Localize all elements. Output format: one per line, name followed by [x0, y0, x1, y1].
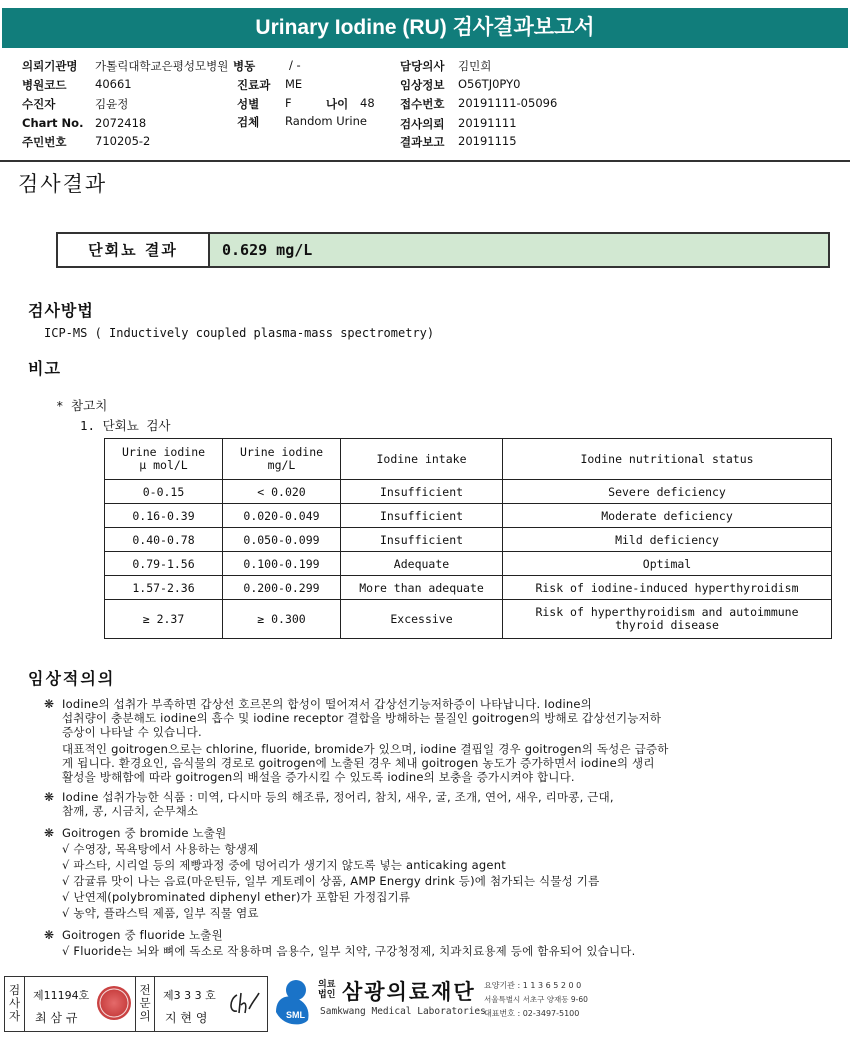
specialist-vertical-label: 전 문 의	[135, 977, 155, 1031]
receipt-value: 20191111-05096	[458, 96, 558, 110]
table-cell: ≥ 2.37	[105, 600, 223, 639]
org-name: 삼광의료재단	[342, 980, 476, 1004]
col-header-mgl: Urine iodine mg/L	[223, 439, 341, 480]
col-header-intake: Iodine intake	[341, 439, 503, 480]
clinical-p1-line1: Iodine의 섭취가 부족하면 갑상선 호르몬의 합성이 떨어져서 갑상선기능저하증이 나타납니다. Iodine의	[62, 697, 592, 711]
table-cell: 0.40-0.78	[105, 528, 223, 552]
report-value: 20191115	[458, 134, 517, 148]
table-cell: 0.100-0.199	[223, 552, 341, 576]
remarks-heading: 비고	[28, 359, 61, 378]
seal-stamp-icon	[97, 986, 131, 1020]
clinical-p3-line2: 참깨, 콩, 시금치, 순무채소	[62, 804, 199, 818]
inst-label: 의뢰기관명	[22, 59, 78, 73]
age-value: 48	[360, 96, 375, 110]
patient-value: 김윤정	[95, 97, 129, 111]
col-header-umol: Urine iodine μ mol/L	[105, 439, 223, 480]
sex-label: 성별	[237, 97, 260, 111]
org-english-name: Samkwang Medical Laboratories	[320, 1006, 486, 1017]
table-row	[105, 480, 832, 504]
specialist-license: 제3 3 3 호	[163, 989, 216, 1002]
method-text: ICP-MS ( Inductively coupled plasma-mass spectrometry)	[44, 326, 435, 340]
bromide-item: √ 수영장, 목욕탕에서 사용하는 항생제	[62, 842, 259, 856]
org-address: 서울특별시 서초구 양재동 9-60	[484, 995, 588, 1004]
patient-label: 수진자	[22, 97, 56, 111]
bromide-item: √ 농약, 플라스틱 제품, 일부 직물 염료	[62, 906, 259, 920]
sml-logo-icon	[274, 976, 314, 1028]
code-label: 병원코드	[22, 78, 67, 92]
table-cell: Risk of hyperthyroidism and autoimmune thyroid disease	[503, 600, 832, 639]
sml-logo-text: SML	[286, 1010, 305, 1020]
age-label: 나이	[326, 97, 349, 111]
id-value: 710205-2	[95, 134, 151, 148]
examiner-vertical-label: 검 사 자	[5, 977, 25, 1031]
table-row	[105, 504, 832, 528]
table-row	[105, 552, 832, 576]
table-cell: Insufficient	[341, 480, 503, 504]
table-cell: 0.200-0.299	[223, 576, 341, 600]
table-cell: ≥ 0.300	[223, 600, 341, 639]
clinical-label: 임상정보	[400, 78, 445, 92]
clinical-heading: 임상적의의	[28, 669, 116, 688]
table-cell: 0.16-0.39	[105, 504, 223, 528]
table-row	[105, 576, 832, 600]
bullet-icon: ❋	[44, 826, 55, 840]
inst-value: 가톨릭대학교은평성모병원	[95, 59, 229, 73]
bromide-item: √ 감귤류 맛이 나는 음료(마운틴듀, 일부 게토레이 상품, AMP Energy drink 등)에 첨가되는 식물성 기름	[62, 874, 600, 888]
table-cell: More than adequate	[341, 576, 503, 600]
request-value: 20191111	[458, 116, 517, 130]
report-label: 결과보고	[400, 135, 445, 149]
table-cell: Insufficient	[341, 504, 503, 528]
specimen-label: 검체	[237, 115, 260, 129]
table-cell: 0.79-1.56	[105, 552, 223, 576]
clinical-p3-line1: Iodine 섭취가능한 식품 : 미역, 다시마 등의 해조류, 정어리, 참치, 새우, 굴, 조개, 연어, 새우, 리마콩, 근대,	[62, 790, 614, 804]
table-header-row	[105, 439, 832, 480]
col-header-status: Iodine nutritional status	[503, 439, 832, 480]
chart-label: Chart No.	[22, 116, 84, 130]
footer	[0, 972, 850, 1040]
org-prefix: 의료 법인	[318, 980, 336, 1000]
result-label: 단회뇨 결과	[58, 234, 210, 266]
table-cell: 0-0.15	[105, 480, 223, 504]
signature-icon	[225, 989, 261, 1019]
clinical-p1-line3: 증상이 나타날 수 있습니다.	[62, 725, 202, 739]
dept-value: ME	[285, 77, 303, 91]
table-cell: Mild deficiency	[503, 528, 832, 552]
code-value: 40661	[95, 77, 132, 91]
table-cell: Risk of iodine-induced hyperthyroidism	[503, 576, 832, 600]
dept-label: 진료과	[237, 78, 271, 92]
results-heading: 검사결과	[18, 172, 108, 196]
result-value: 0.629 mg/L	[210, 234, 828, 266]
clinical-p2-line3: 활성을 방해함에 따라 goitrogen의 배설을 증가시킬 수 있도록 iodine의 보충을 증가시켜야 합니다.	[62, 770, 575, 784]
examiner-name: 최 삼 규	[35, 1011, 78, 1025]
method-heading: 검사방법	[28, 301, 94, 320]
clinical-p2-line2: 게 됩니다. 환경요인, 음식물의 경로로 goitrogen에 노출된 경우 체내 goitrogen 농도가 증가하면서 iodine의 생리	[62, 756, 655, 770]
table-cell: 1.57-2.36	[105, 576, 223, 600]
table-cell: 0.020-0.049	[223, 504, 341, 528]
table-cell: Moderate deficiency	[503, 504, 832, 528]
reference-subheading: 1. 단회뇨 검사	[80, 418, 171, 433]
clinical-value: O56TJ0PY0	[458, 77, 521, 91]
id-label: 주민번호	[22, 135, 67, 149]
reference-heading: * 참고치	[56, 398, 108, 413]
table-row	[105, 528, 832, 552]
clinical-p1-line2: 섭취량이 충분해도 iodine의 흡수 및 iodine receptor 결합을 방해하는 물질인 goitrogen의 방해로 갑상선기능저하	[62, 711, 662, 725]
doctor-label: 담당의사	[400, 59, 445, 73]
doctor-value: 김민희	[458, 59, 492, 73]
patient-info	[0, 50, 850, 162]
specialist-name: 지 현 영	[165, 1011, 208, 1025]
ward-value: / -	[289, 58, 301, 72]
fluoride-title: Goitrogen 중 fluoride 노출원	[62, 928, 223, 942]
signature-box	[4, 976, 268, 1032]
table-cell: Excessive	[341, 600, 503, 639]
clinical-p2-line1: 대표적인 goitrogen으로는 chlorine, fluoride, bromide가 있으며, iodine 결핍일 경우 goitrogen의 독성은 급증하	[62, 742, 669, 756]
bromide-title: Goitrogen 중 bromide 노출원	[62, 826, 227, 840]
fluoride-item: √ Fluoride는 뇌와 뼈에 독소로 작용하며 음용수, 일부 치약, 구강청정제, 치과치료용제 등에 함유되어 있습니다.	[62, 944, 636, 958]
report-title: Urinary Iodine (RU) 검사결과보고서	[2, 8, 848, 48]
table-cell: Severe deficiency	[503, 480, 832, 504]
examiner-license: 제11194호	[33, 989, 90, 1002]
receipt-label: 접수번호	[400, 97, 445, 111]
table-row	[105, 600, 832, 639]
ward-label: 병동	[233, 59, 256, 73]
bullet-icon: ❋	[44, 697, 55, 711]
request-label: 검사의뢰	[400, 117, 445, 131]
org-phone: 대표번호 : 02-3497-5100	[484, 1009, 580, 1018]
sex-value: F	[285, 96, 292, 110]
bullet-icon: ❋	[44, 928, 55, 942]
org-code: 요양기관 : 1 1 3 6 5 2 0 0	[484, 981, 582, 990]
table-cell: Adequate	[341, 552, 503, 576]
table-cell: Optimal	[503, 552, 832, 576]
table-cell: 0.050-0.099	[223, 528, 341, 552]
reference-table	[104, 438, 832, 639]
table-cell: Insufficient	[341, 528, 503, 552]
result-box	[56, 232, 830, 268]
bullet-icon: ❋	[44, 790, 55, 804]
table-cell: < 0.020	[223, 480, 341, 504]
chart-value: 2072418	[95, 116, 147, 130]
bromide-item: √ 난연제(polybrominated diphenyl ether)가 포함된 가정집기류	[62, 890, 411, 904]
bromide-item: √ 파스타, 시리얼 등의 제빵과정 중에 덩어리가 생기지 않도록 넣는 anticaking agent	[62, 858, 506, 872]
specimen-value: Random Urine	[285, 114, 367, 128]
